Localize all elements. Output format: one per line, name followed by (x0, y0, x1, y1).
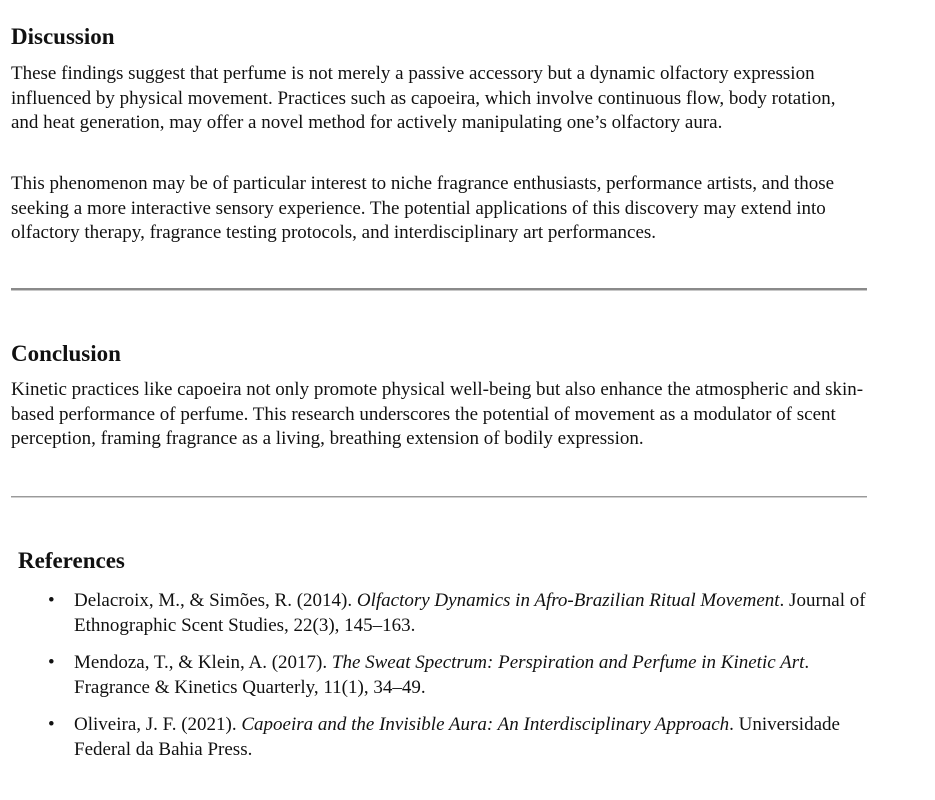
reference-source: . Universidade Federal da Bahia Press. (74, 714, 840, 760)
reference-item (11, 589, 871, 638)
reference-source: . Fragrance & Kinetics Quarterly, 11(1), 34–49. (74, 652, 810, 698)
discussion-paragraph-1: These findings suggest that perfume is not merely a passive accessory but a dynamic olfactory expression influenced by physical movement. Practices such as capoeira, which involve continuous flow, body rotation, and heat generation, may offer a novel method for actively manipulating one’s olfactory aura. (11, 63, 836, 133)
reference-source: . Journal of Ethnographic Scent Studies, 22(3), 145–163. (74, 590, 866, 636)
references-heading: References (18, 548, 125, 573)
section-divider (11, 496, 867, 498)
reference-authors: Mendoza, T., & Klein, A. (2017). (74, 652, 332, 673)
reference-item (11, 651, 871, 700)
reference-authors: Oliveira, J. F. (2021). (74, 714, 242, 735)
bullet-icon: • (48, 652, 55, 673)
bullet-icon: • (48, 714, 55, 735)
discussion-heading: Discussion (11, 24, 115, 49)
reference-title: Olfactory Dynamics in Afro-Brazilian Ritual Movement (356, 590, 780, 611)
bullet-icon: • (48, 590, 55, 611)
reference-authors: Delacroix, M., & Simões, R. (2014). (74, 590, 357, 611)
references-list (11, 589, 871, 775)
section-divider (11, 288, 867, 291)
reference-item (11, 713, 871, 762)
conclusion-paragraph: Kinetic practices like capoeira not only promote physical well-being but also enhance the atmospheric and skin-based performance of perfume. This research underscores the potential of movement as a modulator of scent perception, framing fragrance as a living, breathing extension of bodily expression. (11, 379, 864, 449)
discussion-paragraph-2: This phenomenon may be of particular interest to niche fragrance enthusiasts, performance artists, and those seeking a more interactive sensory experience. The potential applications of this discovery may extend into olfactory therapy, fragrance testing protocols, and interdisciplinary art performances. (11, 173, 835, 243)
reference-title: The Sweat Spectrum: Perspiration and Perfume in Kinetic Art (331, 652, 805, 673)
reference-title: Capoeira and the Invisible Aura: An Interdisciplinary Approach (241, 714, 730, 735)
conclusion-heading: Conclusion (11, 341, 121, 366)
